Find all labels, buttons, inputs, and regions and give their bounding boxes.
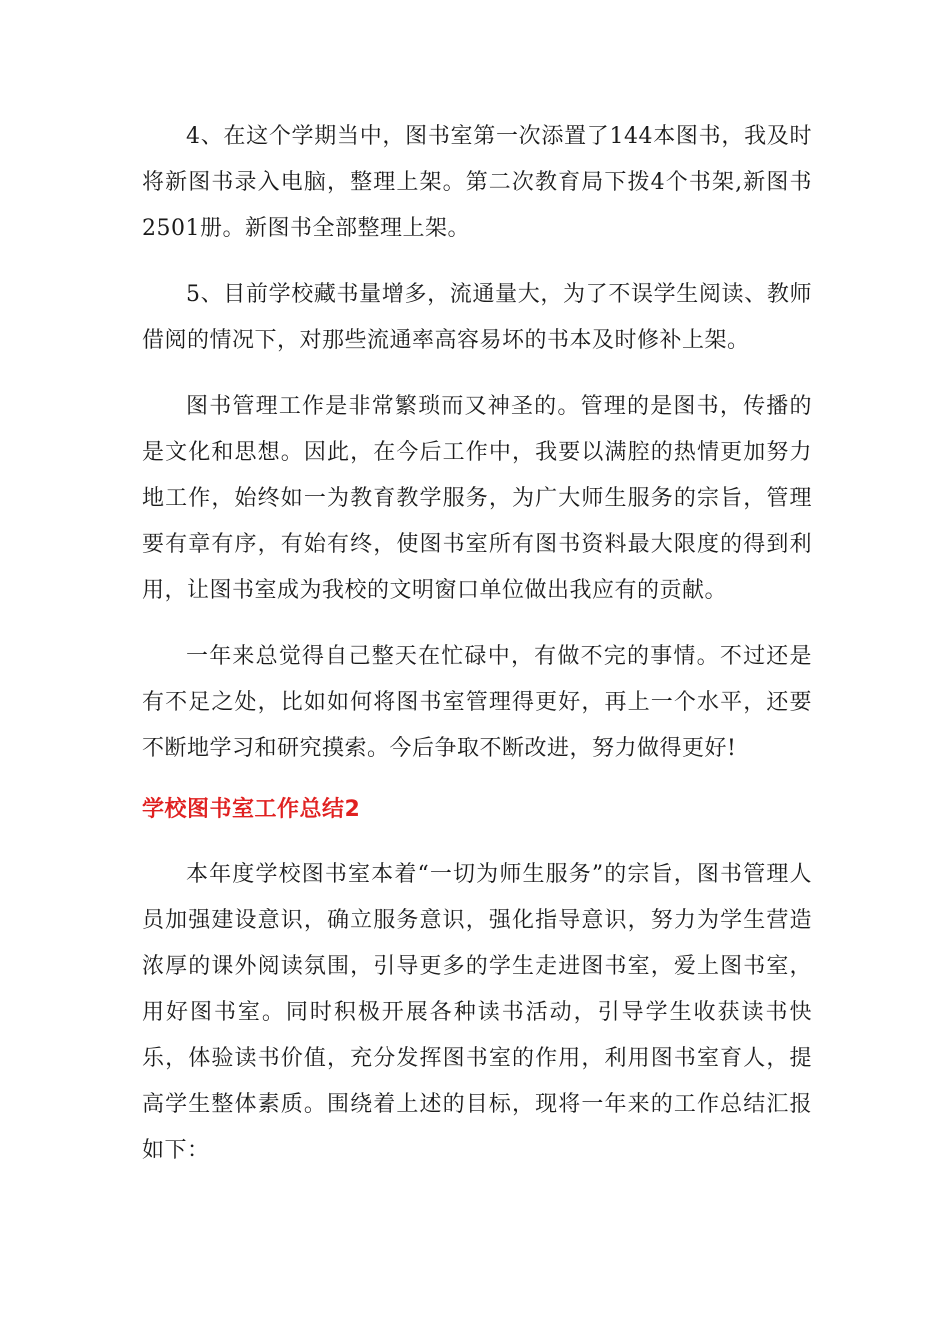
paragraph-item-5: 5、目前学校藏书量增多，流通量大，为了不误学生阅读、教师借阅的情况下，对那些流通率高容易坏的书本及时修补上架。 [142, 282, 812, 353]
paragraph-item-4: 4、在这个学期当中，图书室第一次添置了144本图书，我及时将新图书录入电脑，整理上架。第二次教育局下拨4个书架,新图书2501册。新图书全部整理上架。 [142, 124, 812, 241]
section-title: 学校图书室工作总结2 [142, 797, 361, 822]
document-page [142, 114, 812, 1194]
paragraph-year-summary: 一年来总觉得自己整天在忙碌中，有做不完的事情。不过还是有不足之处，比如如何将图书室管理得更好，再上一个水平，还要不断地学习和研究摸索。今后争取不断改进，努力做得更好! [142, 644, 812, 761]
paragraph-management-work: 图书管理工作是非常繁琐而又神圣的。管理的是图书，传播的是文化和思想。因此，在今后工作中，我要以满腔的热情更加努力地工作，始终如一为教育教学服务，为广大师生服务的宗旨，管理要有章有序，有始有终，使图书室所有图书资料最大限度的得到利用，让图书室成为我校的文明窗口单位做出我应有的贡献。 [142, 394, 812, 603]
paragraph-intro-2: 本年度学校图书室本着“一切为师生服务”的宗旨，图书管理人员加强建设意识，确立服务意识，强化指导意识，努力为学生营造浓厚的课外阅读氛围，引导更多的学生走进图书室，爱上图书室，用好图书室。同时积极开展各种读书活动，引导学生收获读书快乐，体验读书价值，充分发挥图书室的作用，利用图书室育人，提高学生整体素质。围绕着上述的目标，现将一年来的工作总结汇报如下： [142, 862, 812, 1163]
